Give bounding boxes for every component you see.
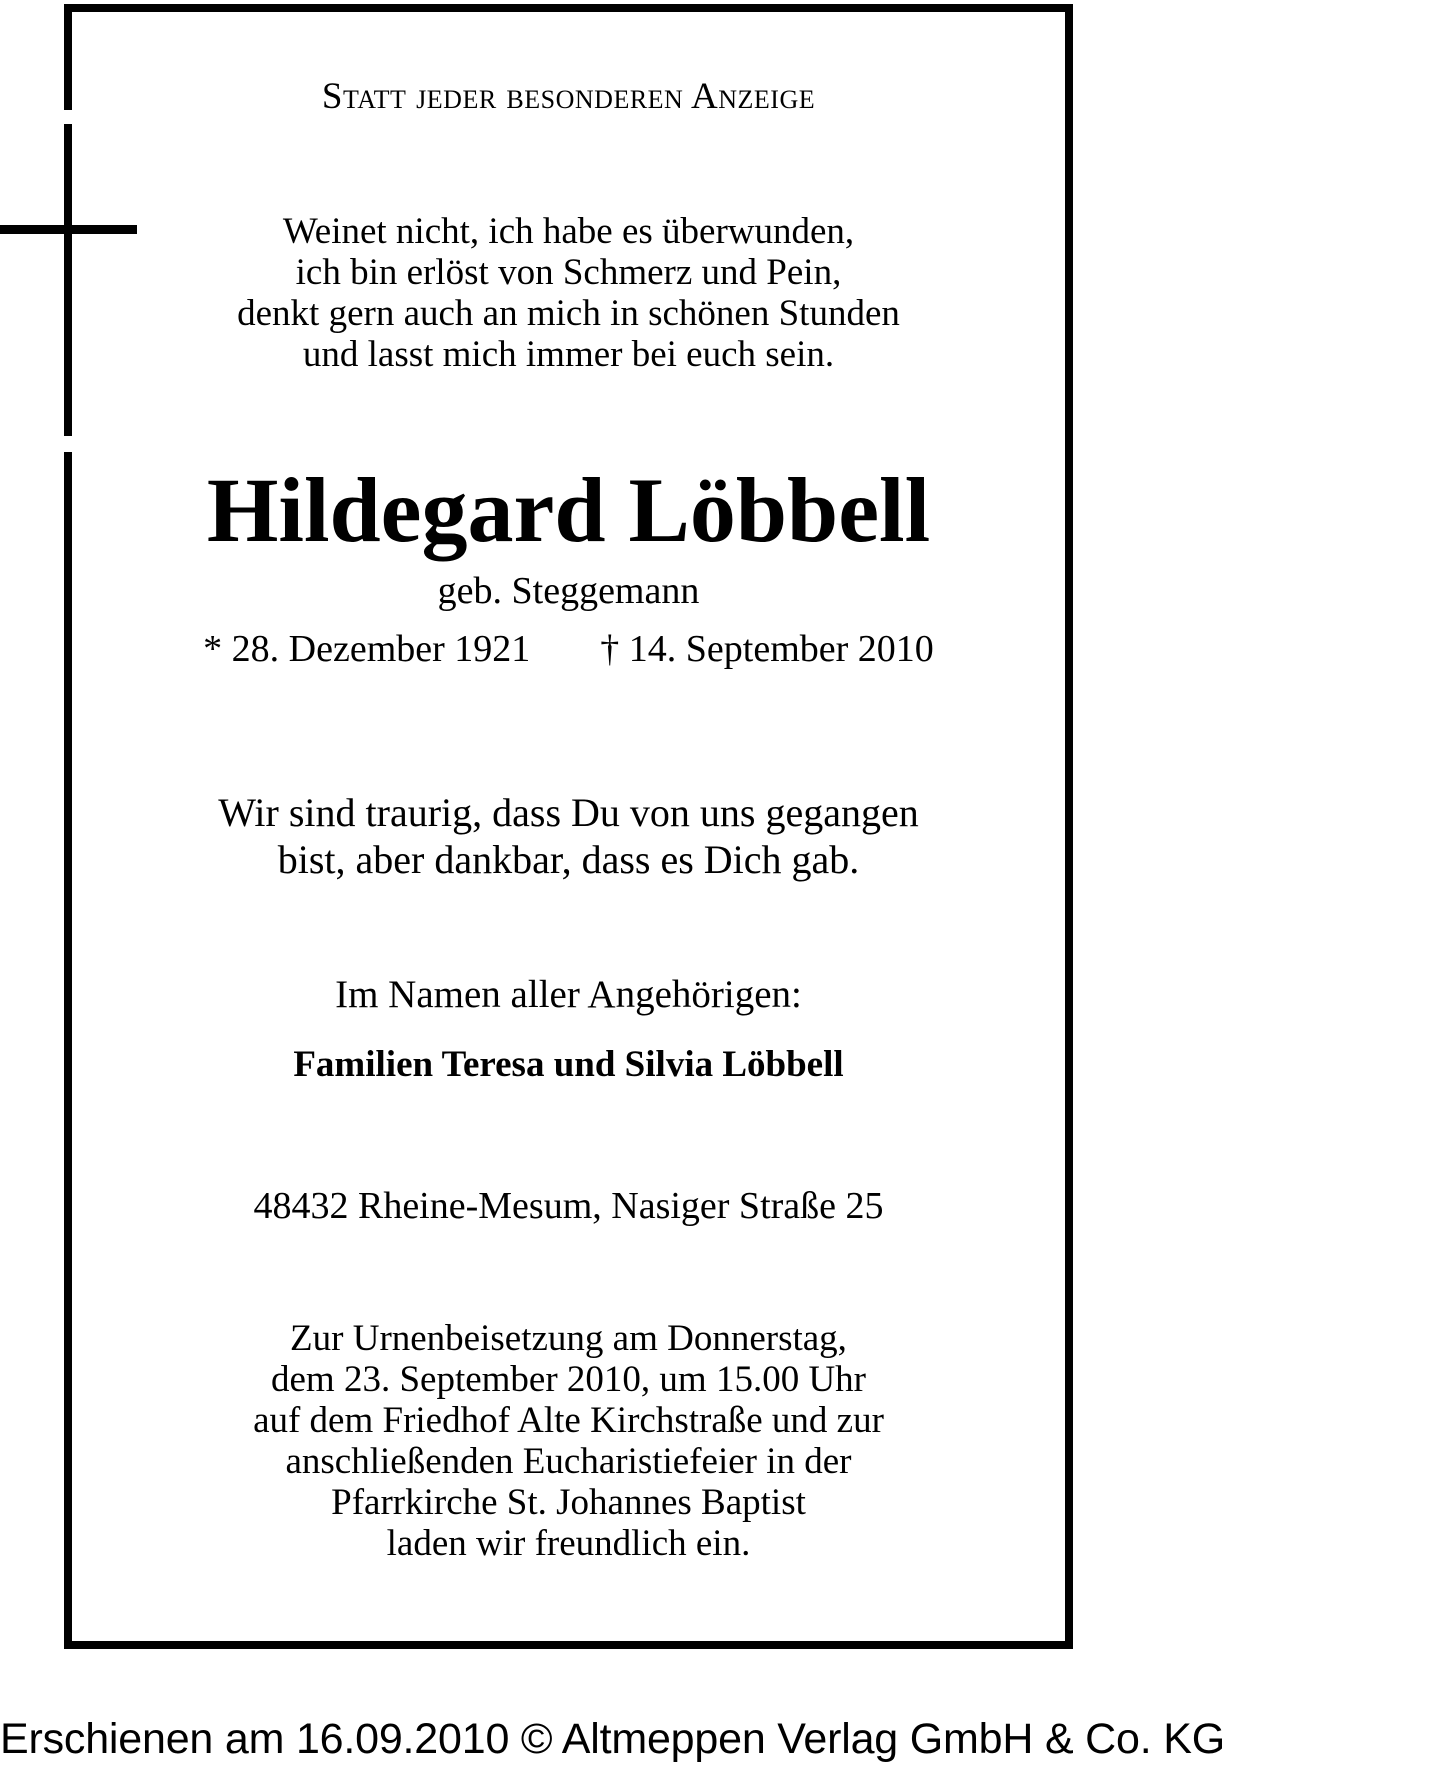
funeral-line: Pfarrkirche St. Johannes Baptist [331,1482,806,1523]
funeral-line: auf dem Friedhof Alte Kirchstraße und zur [253,1400,884,1441]
frame-top-border [64,4,1073,12]
funeral-line: dem 23. September 2010, um 15.00 Uhr [271,1359,866,1400]
frame-bottom-border [64,1641,1073,1649]
verse-line: denkt gern auch an mich in schönen Stunden [237,293,900,334]
birth-date: * 28. Dezember 1921 [203,628,531,670]
quote-line: bist, aber dankbar, dass es Dich gab. [277,837,860,882]
address: 48432 Rheine-Mesum, Nasiger Straße 25 [253,1185,884,1227]
deceased-name: Hildegard Löbbell [206,459,931,561]
family-intro: Im Namen aller Angehörigen: [335,973,802,1016]
notice-kicker: Statt jeder besonderen Anzeige [321,76,816,117]
publication-footer: Erschienen am 16.09.2010 © Altmeppen Verlag GmbH & Co. KG [0,1715,1225,1763]
quote-line: Wir sind traurig, dass Du von uns gegangen [218,790,919,835]
verse-line: Weinet nicht, ich habe es überwunden, [282,211,855,252]
verse-line: ich bin erlöst von Schmerz und Pein, [295,252,842,293]
verse-line: und lasst mich immer bei euch sein. [302,334,835,375]
life-dates [72,630,1065,668]
cross-vertical-beam [64,124,72,436]
family-names: Familien Teresa und Silvia Löbbell [293,1044,844,1085]
funeral-line: anschließenden Eucharistiefeier in der [285,1441,852,1482]
death-date: † 14. September 2010 [600,628,934,670]
funeral-line: Zur Urnenbeisetzung am Donnerstag, [290,1318,847,1359]
frame-left-border-lower [64,452,72,1649]
frame-left-border-upper [64,4,72,110]
birth-name: geb. Steggemann [437,570,700,612]
funeral-line: laden wir freundlich ein. [386,1523,751,1564]
frame-right-border [1065,4,1073,1649]
